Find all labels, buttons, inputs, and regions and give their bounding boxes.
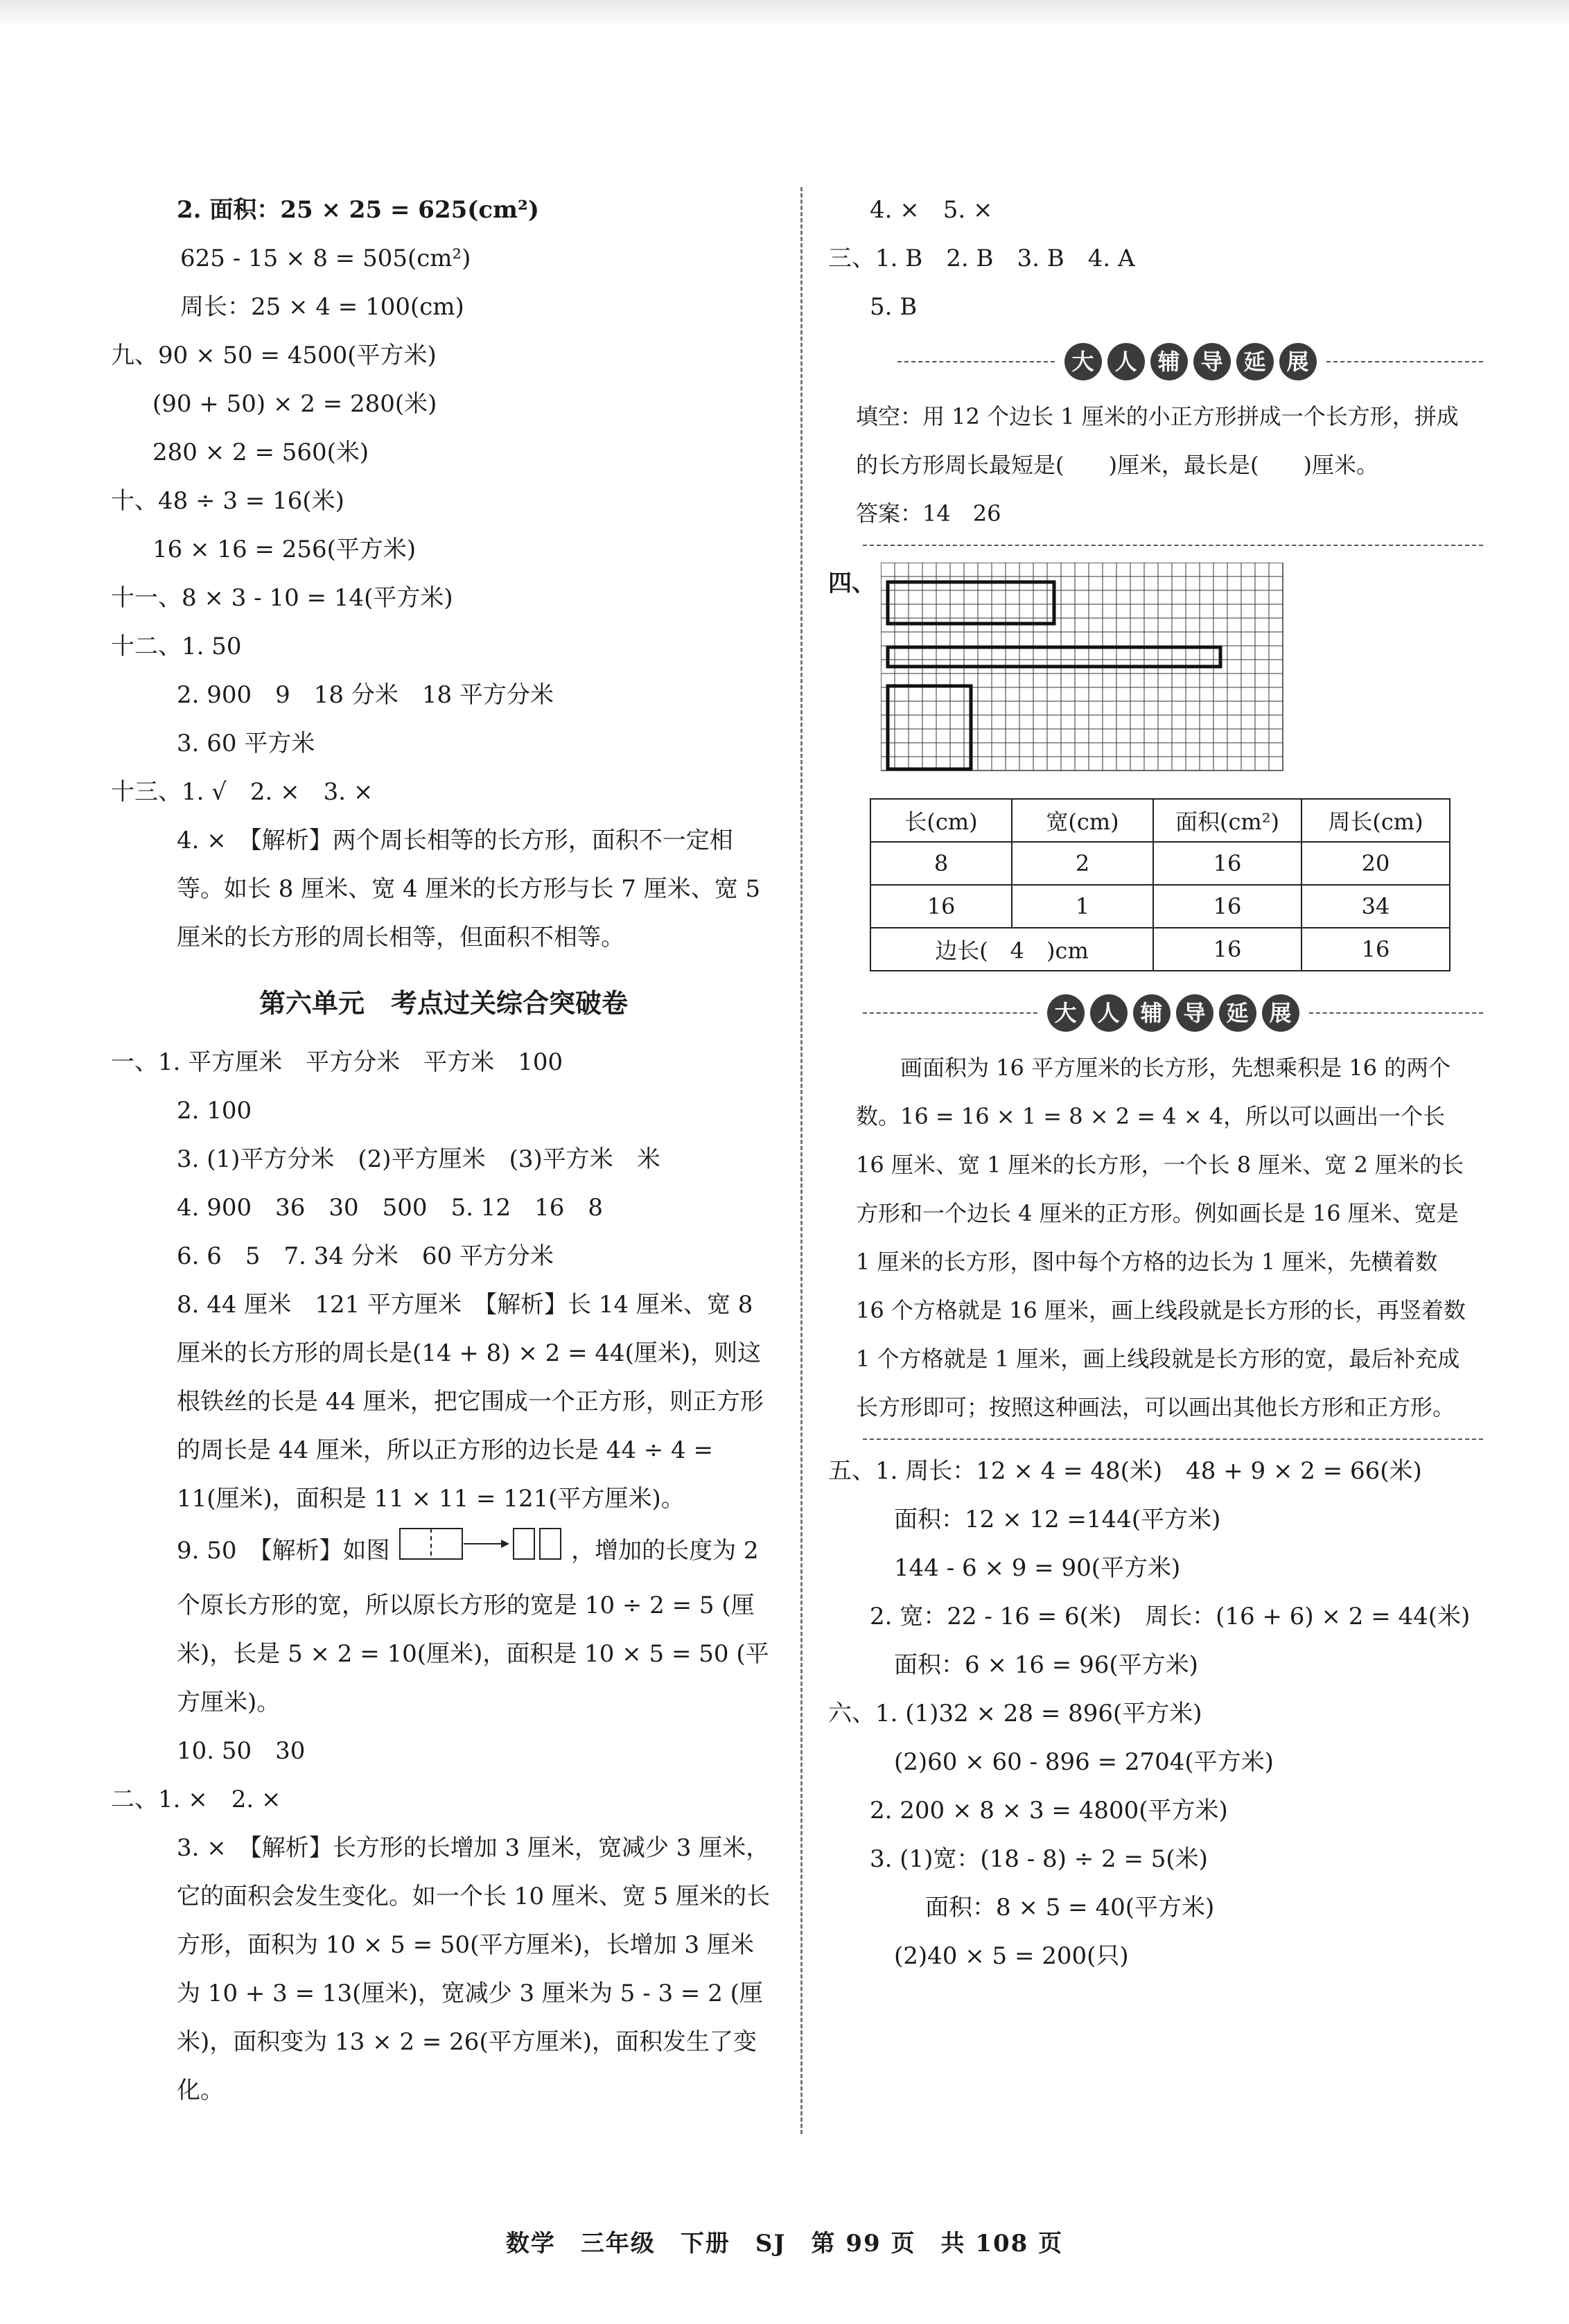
table-header: 周长(cm) <box>1301 799 1450 842</box>
banner-char: 延 <box>1236 343 1274 380</box>
answer-line: 2. 100 <box>177 1097 252 1125</box>
tutoring-banner <box>828 985 1483 1041</box>
answer-line: 二、1. × 2. × <box>111 1786 281 1813</box>
answer-line: 2. 宽：22 - 16 = 6(米) 周长：(16 + 6) × 2 = 44(米) <box>870 1603 1471 1630</box>
answer-line: 五、1. 周长：12 × 4 = 48(米) 48 + 9 × 2 = 66(米) <box>828 1457 1422 1485</box>
answer-text: ，增加的长度为 2 个原长方形的宽，所以原长方形的宽是 10 ÷ 2 = 5 (厘米)，长是 5 × 2 = 10(厘米)，面积是 10 × 5 = 50 (平方厘米)。 <box>177 1537 769 1716</box>
banner-char: 导 <box>1193 343 1231 380</box>
drawing-grid <box>881 563 1297 777</box>
answer-line: 面积：12 × 12 =144(平方米) <box>894 1506 1221 1533</box>
grid-section <box>828 563 1483 777</box>
answer-paragraph: 3. × 【解析】长方形的长增加 3 厘米，宽减少 3 厘米，它的面积会发生变化。如一个长 10 厘米、宽 5 厘米的长方形，面积为 10 × 5 = 50(平方厘米)，长增加 3 厘米为 10 + 3 = 13(厘米)，宽减少 3 厘米为 5 - 3 = 2 (厘米)，面积变为 13 × 2 = 26(平方厘米)，面积发生了变化。 <box>177 1834 771 2104</box>
answer-line: 3. (1)宽：(18 - 8) ÷ 2 = 5(米) <box>870 1845 1208 1873</box>
rectangle-diagram <box>397 1523 563 1581</box>
table-row <box>870 885 1450 928</box>
answer-paragraph <box>111 1523 776 1727</box>
banner-char: 人 <box>1107 343 1145 380</box>
tutoring-banner <box>828 334 1483 389</box>
answer-line: 面积：8 × 5 = 40(平方米) <box>925 1894 1215 1921</box>
table-header: 面积(cm²) <box>1153 799 1301 842</box>
banner-char: 延 <box>1219 994 1256 1032</box>
answer-line: 4. × 5. × <box>870 196 993 224</box>
answer-line: 六、1. (1)32 × 28 = 896(平方米) <box>828 1700 1202 1727</box>
banner-char: 辅 <box>1133 994 1171 1032</box>
table-cell: 1 <box>1012 885 1153 928</box>
answer-line: 10. 50 30 <box>177 1737 306 1765</box>
extension-answer: 答案：14 26 <box>856 500 1001 527</box>
answer-line: 十一、8 × 3 - 10 = 14(平方米) <box>111 584 453 612</box>
banner-char: 展 <box>1262 994 1299 1032</box>
answer-line: 144 - 6 × 9 = 90(平方米) <box>894 1554 1181 1582</box>
answer-line: 4. 900 36 30 500 5. 12 16 8 <box>177 1194 603 1222</box>
answer-line: (2)60 × 60 - 896 = 2704(平方米) <box>894 1748 1274 1776</box>
answer-line: 九、90 × 50 = 4500(平方米) <box>111 342 437 369</box>
answer-paragraph: 8. 44 厘米 121 平方厘米 【解析】长 14 厘米、宽 8 厘米的长方形的周长是(14 + 8) × 2 = 44(厘米)，则这根铁丝的长是 44 厘米，把它围成一个正方形，则正方形的周长是 44 厘米，所以正方形的边长是 44 ÷ 4 = 11(厘米)，面积是 11 × 11 = 121(平方厘米)。 <box>177 1291 764 1513</box>
answer-line: 625 - 15 × 8 = 505(cm²) <box>180 245 471 272</box>
table-cell: 8 <box>870 842 1012 885</box>
table-cell: 16 <box>1153 885 1301 928</box>
table-row <box>870 842 1450 885</box>
left-column <box>111 186 776 2115</box>
question-number: 四、 <box>828 570 875 597</box>
answer-text: 9. 50 【解析】如图 <box>177 1537 390 1565</box>
answer-line: 16 × 16 = 256(平方米) <box>152 536 417 563</box>
answer-line: 3. (1)平方分米 (2)平方厘米 (3)平方米 米 <box>177 1145 660 1173</box>
table-cell: 2 <box>1012 842 1153 885</box>
answer-line: (2)40 × 5 = 200(只) <box>894 1942 1129 1970</box>
scan-top-edge <box>0 0 1569 28</box>
table-cell: 20 <box>1301 842 1450 885</box>
banner-char: 展 <box>1279 343 1317 380</box>
section-heading: 第六单元 考点过关综合突破卷 <box>258 987 628 1019</box>
table-cell: 16 <box>1153 928 1301 971</box>
banner-char: 导 <box>1176 994 1213 1032</box>
answer-line: 6. 6 5 7. 34 分米 60 平方分米 <box>177 1242 554 1270</box>
table-cell: 16 <box>870 885 1012 928</box>
table-cell: 16 <box>1301 928 1450 971</box>
table-row <box>870 928 1450 971</box>
extension-question: 填空：用 12 个边长 1 厘米的小正方形拼成一个长方形，拼成的长方形周长最短是( )厘米，最长是( )厘米。 <box>856 403 1459 478</box>
answer-line: 2. 900 9 18 分米 18 平方分米 <box>177 681 554 709</box>
right-column <box>828 186 1483 1980</box>
table-cell: 16 <box>1153 842 1301 885</box>
answer-table <box>870 798 1450 971</box>
banner-char: 大 <box>1047 994 1085 1032</box>
answer-line: 三、1. B 2. B 3. B 4. A <box>828 245 1135 272</box>
answer-line: 十三、1. √ 2. × 3. × <box>111 778 374 806</box>
answer-line: 面积：6 × 16 = 96(平方米) <box>894 1651 1198 1679</box>
extension-explanation: 画面积为 16 平方厘米的长方形，先想乘积是 16 的两个数。16 = 16 × 1 = 8 × 2 = 4 × 4，所以可以画出一个长 16 厘米、宽 1 厘米的长方形，一个长 8 厘米、宽 2 厘米的长方形和一个边长 4 厘米的正方形。例如画长是 16 厘米、宽是 1 厘米的长方形，图中每个方格的边长为 1 厘米，先横着数 16 个方格就是 16 厘米，画上线段就是长方形的长，再竖着数 1 个方格就是 1 厘米，画上线段就是长方形的宽，最后补充成长方形即可；按照这种画法，可以画出其他长方形和正方形。 <box>856 1055 1466 1420</box>
answer-line: (90 + 50) × 2 = 280(米) <box>152 390 437 418</box>
answer-line: 280 × 2 = 560(米) <box>152 439 369 466</box>
answer-line: 十二、1. 50 <box>111 633 242 660</box>
table-cell: 34 <box>1301 885 1450 928</box>
answer-line: 一、1. 平方厘米 平方分米 平方米 100 <box>111 1048 563 1076</box>
table-header: 宽(cm) <box>1012 799 1153 842</box>
table-cell: 边长( 4 )cm <box>870 928 1153 971</box>
table-header: 长(cm) <box>870 799 1012 842</box>
banner-char: 人 <box>1090 994 1128 1032</box>
answer-line: 十、48 ÷ 3 = 16(米) <box>111 487 344 515</box>
banner-char: 辅 <box>1150 343 1188 380</box>
answer-line: 3. 60 平方米 <box>177 730 315 757</box>
answer-line: 2. 面积：25 × 25 = 625(cm²) <box>177 196 539 224</box>
answer-line: 2. 200 × 8 × 3 = 4800(平方米) <box>870 1797 1228 1824</box>
page-footer: 数学 三年级 下册 SJ 第 99 页 共 108 页 <box>505 2230 1064 2257</box>
banner-char: 大 <box>1064 343 1102 380</box>
answer-line: 周长：25 × 4 = 100(cm) <box>180 293 464 321</box>
answer-line: 5. B <box>870 293 918 321</box>
answer-paragraph: 4. × 【解析】两个周长相等的长方形，面积不一定相等。如长 8 厘米、宽 4 厘米的长方形与长 7 厘米、宽 5 厘米的长方形的周长相等，但面积不相等。 <box>177 827 761 951</box>
column-divider <box>800 187 803 2134</box>
